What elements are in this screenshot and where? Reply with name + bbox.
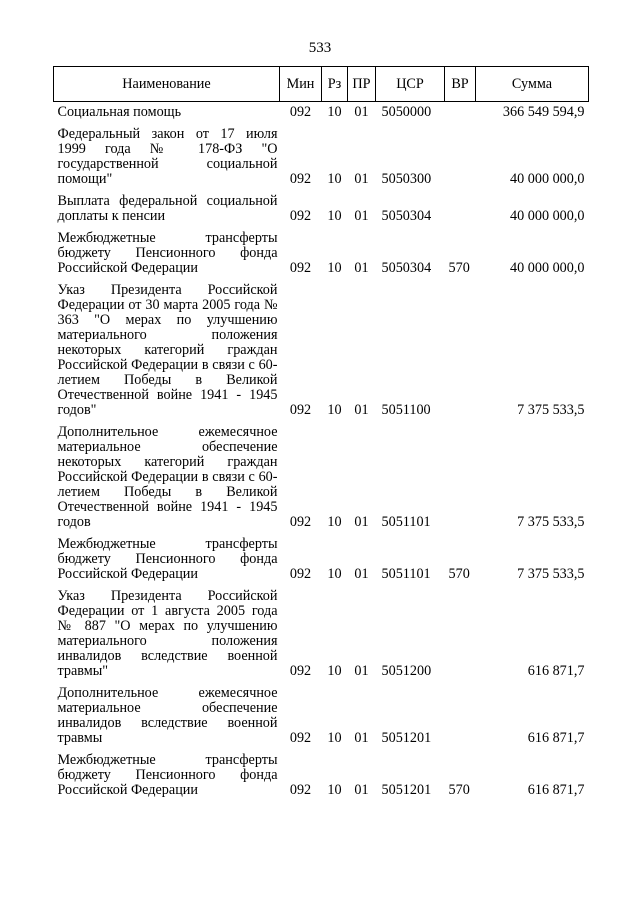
row-sum: 616 871,7 [527,663,585,679]
table-row [54,418,589,530]
table-row [54,582,589,679]
row-csr: 5051101 [381,566,431,582]
row-min: 092 [289,663,312,679]
row-min: 092 [289,104,312,120]
row-sum: 7 375 533,5 [517,402,585,418]
budget-table [53,66,589,798]
header-rz: Рз [322,67,348,102]
row-vr [445,276,476,418]
row-pr: 01 [354,208,369,224]
header-sum: Сумма [476,67,589,102]
header-pr: ПР [348,67,376,102]
row-vr [445,187,476,224]
row-vr [445,418,476,530]
row-name: Указ Президента Российской Федерации от 1 августа 2005 года № 887 "О мерах по улучшению материального положения инвалидов вследствие военной травмы" [57,588,278,679]
row-pr: 01 [354,260,369,276]
row-min: 092 [289,260,312,276]
row-sum: 40 000 000,0 [510,260,585,276]
row-vr [445,102,476,121]
row-name: Дополнительное ежемесячное материальное обеспечение инвалидов вследствие военной травмы [57,685,278,746]
row-pr: 01 [354,171,369,187]
row-rz: 10 [327,730,342,746]
row-min: 092 [289,730,312,746]
row-rz: 10 [327,260,342,276]
row-sum: 616 871,7 [527,730,585,746]
row-sum: 366 549 594,9 [502,104,585,120]
row-name: Дополнительное ежемесячное материальное обеспечение некоторых категорий граждан Российской Федерации в связи с 60-летием Победы в Великой Отечественной войне 1941 - 1945 годов [57,424,278,530]
header-min: Мин [280,67,322,102]
row-csr: 5050300 [381,171,432,187]
table-header-row [54,67,589,102]
row-rz: 10 [327,663,342,679]
row-csr: 5051101 [381,514,431,530]
row-sum: 40 000 000,0 [510,171,585,187]
row-rz: 10 [327,782,342,798]
row-rz: 10 [327,566,342,582]
table-row [54,530,589,582]
row-name: Федеральный закон от 17 июля 1999 года № 178-ФЗ "О государственной социальной помощи" [57,126,278,187]
row-min: 092 [289,402,312,418]
row-vr [445,679,476,746]
row-pr: 01 [354,566,369,582]
row-rz: 10 [327,171,342,187]
table-row [54,187,589,224]
row-pr: 01 [354,663,369,679]
row-rz: 10 [327,104,342,120]
row-rz: 10 [327,402,342,418]
row-name: Межбюджетные трансферты бюджету Пенсионного фонда Российской Федерации [57,536,278,582]
row-csr: 5050000 [381,104,432,120]
table-row [54,102,589,121]
table-row [54,224,589,276]
row-name: Межбюджетные трансферты бюджету Пенсионного фонда Российской Федерации [57,752,278,798]
row-vr: 570 [448,782,470,798]
row-vr: 570 [448,260,470,276]
header-name: Наименование [54,67,280,102]
row-vr [445,120,476,187]
row-csr: 5051100 [381,402,431,418]
page-number: 533 [308,40,332,56]
row-min: 092 [289,782,312,798]
table-row [54,746,589,798]
row-min: 092 [289,566,312,582]
row-csr: 5051200 [381,663,432,679]
table-row [54,679,589,746]
header-vr: ВР [445,67,476,102]
row-sum: 7 375 533,5 [517,514,585,530]
header-csr: ЦСР [376,67,445,102]
row-csr: 5051201 [381,782,432,798]
row-pr: 01 [354,402,369,418]
row-csr: 5051201 [381,730,432,746]
row-name: Межбюджетные трансферты бюджету Пенсионного фонда Российской Федерации [57,230,278,276]
row-csr: 5050304 [381,260,432,276]
row-pr: 01 [354,514,369,530]
row-min: 092 [289,171,312,187]
table-row [54,120,589,187]
row-sum: 616 871,7 [527,782,585,798]
row-name: Указ Президента Российской Федерации от 30 марта 2005 года № 363 "О мерах по улучшению материального положения некоторых категорий граждан Российской Федерации в связи с 60-летием Победы в Великой Отечественной войне 1941 - 1945 годов" [57,282,278,418]
row-rz: 10 [327,514,342,530]
row-pr: 01 [354,782,369,798]
row-name: Выплата федеральной социальной доплаты к пенсии [57,193,278,224]
table-row [54,276,589,418]
row-rz: 10 [327,208,342,224]
row-pr: 01 [354,104,369,120]
row-vr [445,582,476,679]
row-vr: 570 [448,566,470,582]
row-sum: 40 000 000,0 [510,208,585,224]
row-csr: 5050304 [381,208,432,224]
row-min: 092 [289,514,312,530]
row-name: Социальная помощь [57,104,182,120]
row-sum: 7 375 533,5 [517,566,585,582]
row-min: 092 [289,208,312,224]
row-pr: 01 [354,730,369,746]
